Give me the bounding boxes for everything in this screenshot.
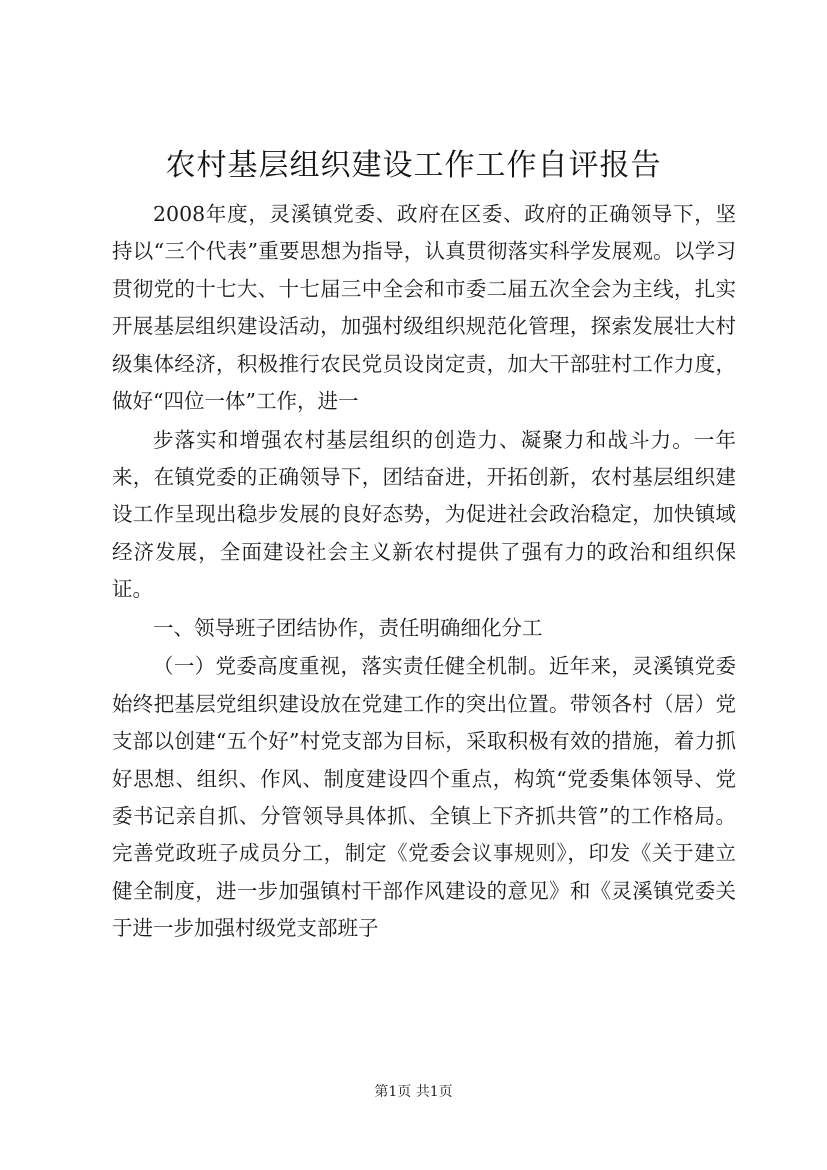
- section-heading: 一、领导班子团结协作，责任明确细化分工: [153, 615, 543, 640]
- document-title: 农村基层组织建设工作工作自评报告: [165, 148, 662, 183]
- document-body: [112, 196, 736, 948]
- paragraph-subsection-1: （一）党委高度重视，落实责任健全机制。近年来，灵溪镇党委始终把基层党组织建设放在党建工作的突出位置。带领各村（居）党支部以创建“五个好”村党支部为目标，采取积极有效的措施，着力抓好思想、组织、作风、制度建设四个重点，构筑“党委集体领导、党委书记亲自抓、分管领导具体抓、全镇上下齐抓共管”的工作格局。完善党政班子成员分工，制定《党委会议事规则》，印发《关于建立健全制度，进一步加强镇村干部作风建设的意见》和《灵溪镇党委关于进一步加强村级党支部班子: [112, 654, 736, 941]
- page-footer: 第1页 共1页: [374, 1084, 453, 1100]
- paragraph-intro: 2008年度，灵溪镇党委、政府在区委、政府的正确领导下，坚持以“三个代表”重要思想为指导，认真贯彻落实科学发展观。以学习贯彻党的十七大、十七届三中全会和市委二届五次全会为主线，扎实开展基层组织建设活动，加强村级组织规范化管理，探索发展壮大村级集体经济，积极推行农民党员设岗定责，加大干部驻村工作力度，做好“四位一体”工作，进一: [112, 202, 736, 414]
- paragraph-continuation: 步落实和增强农村基层组织的创造力、凝聚力和战斗力。一年来，在镇党委的正确领导下，团结奋进，开拓创新，农村基层组织建设工作呈现出稳步发展的良好态势，为促进社会政治稳定，加快镇域经济发展，全面建设社会主义新农村提供了强有力的政治和组织保证。: [112, 427, 736, 602]
